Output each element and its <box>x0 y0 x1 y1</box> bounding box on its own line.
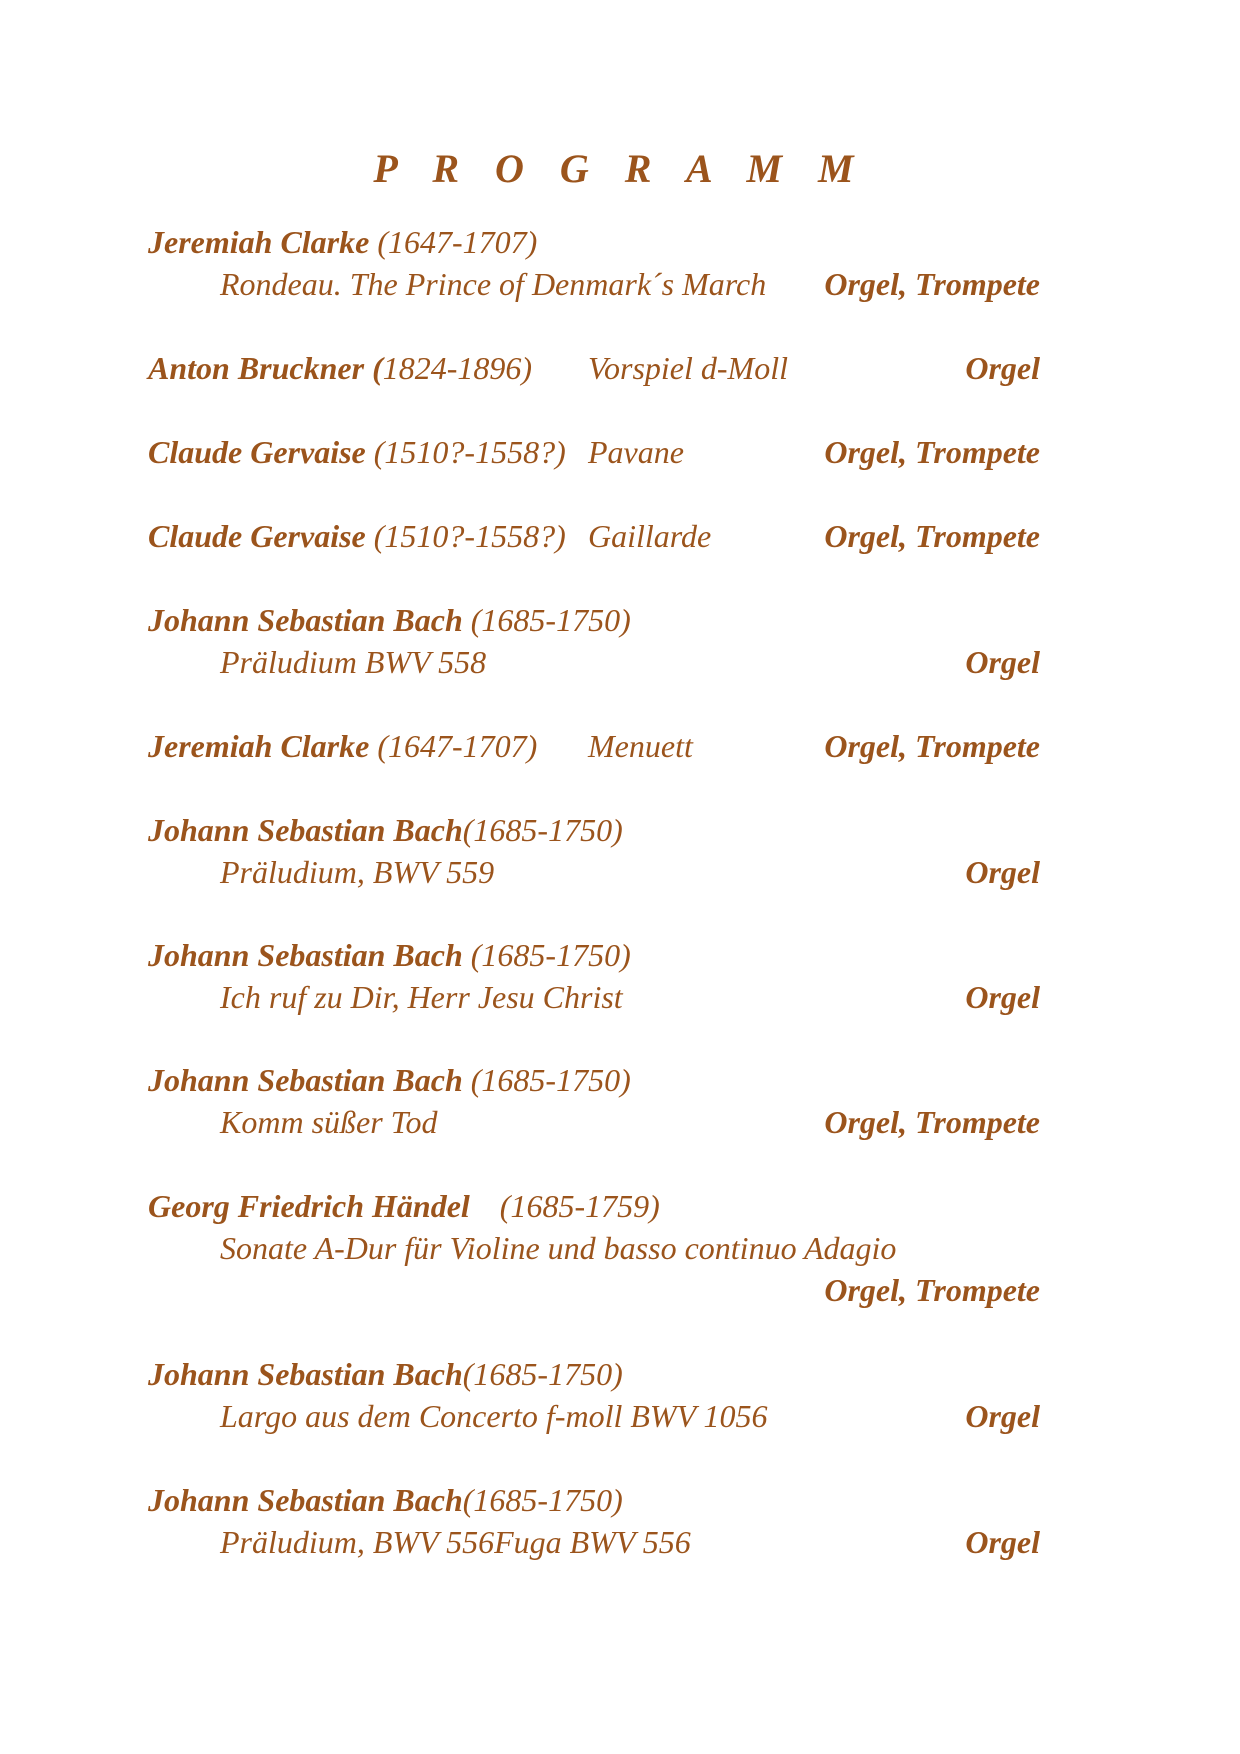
composer-dates: (1685-1759) <box>499 1188 660 1224</box>
instrumentation: Orgel, Trompete <box>824 728 1040 764</box>
entry-composer-line <box>148 1060 631 1100</box>
piece-title: Sonate A-Dur für Violine und basso continuo Adagio <box>220 1230 897 1266</box>
entry-composer-line <box>148 432 566 472</box>
instrumentation: Orgel <box>965 854 1040 890</box>
composer-dates: (1685-1750) <box>462 602 631 638</box>
piece-title: Präludium, BWV 556Fuga BWV 556 <box>220 1524 691 1560</box>
composer-dates: (1647-1707) <box>369 224 538 260</box>
instrumentation: Orgel, Trompete <box>824 434 1040 470</box>
composer-name: Johann Sebastian Bach <box>148 1482 463 1518</box>
piece-title: Largo aus dem Concerto f-moll BWV 1056 <box>220 1398 768 1434</box>
composer-name: Johann Sebastian Bach <box>148 602 463 638</box>
composer-name: Jeremiah Clarke <box>148 728 370 764</box>
instrumentation: Orgel <box>965 1398 1040 1434</box>
composer-name: Claude Gervaise <box>148 434 366 470</box>
piece-title: Präludium, BWV 559 <box>220 854 495 890</box>
piece-title: Vorspiel d-Moll <box>588 350 788 386</box>
entry-composer-line <box>148 222 537 262</box>
composer-dates: (1685-1750) <box>462 812 623 848</box>
composer-dates: (1685-1750) <box>462 1356 623 1392</box>
entry-composer-line <box>148 1480 623 1520</box>
composer-name: Georg Friedrich Händel <box>148 1188 470 1224</box>
composer-dates: (1510?-1558?) <box>365 518 566 554</box>
instrumentation: Orgel, Trompete <box>824 518 1040 554</box>
piece-title: Präludium BWV 558 <box>220 644 487 680</box>
entry-composer-line <box>148 935 631 975</box>
instrumentation: Orgel, Trompete <box>824 1272 1040 1308</box>
composer-dates: (1647-1707) <box>369 728 538 764</box>
composer-name: Johann Sebastian Bach <box>148 937 463 973</box>
piece-title: Menuett <box>588 728 693 764</box>
instrumentation: Orgel <box>965 350 1040 386</box>
composer-name: Anton Bruckner ( <box>148 350 383 386</box>
composer-name: Johann Sebastian Bach <box>148 812 463 848</box>
piece-title: Gaillarde <box>588 518 712 554</box>
composer-name: Johann Sebastian Bach <box>148 1062 463 1098</box>
entry-composer-line <box>148 810 623 850</box>
instrumentation: Orgel, Trompete <box>824 1104 1040 1140</box>
composer-name: Johann Sebastian Bach <box>148 1356 463 1392</box>
piece-title: Rondeau. The Prince of Denmark´s March <box>220 266 767 302</box>
entry-composer-line <box>148 1354 623 1394</box>
piece-title: Komm süßer Tod <box>220 1104 438 1140</box>
page-title: P R O G R A M M <box>373 146 867 191</box>
instrumentation: Orgel, Trompete <box>824 266 1040 302</box>
composer-dates: (1685-1750) <box>462 937 631 973</box>
piece-title: Ich ruf zu Dir, Herr Jesu Christ <box>220 979 623 1015</box>
composer-dates: 1824-1896) <box>382 350 533 386</box>
composer-dates: (1685-1750) <box>462 1062 631 1098</box>
piece-title: Pavane <box>588 434 684 470</box>
composer-name: Claude Gervaise <box>148 518 366 554</box>
composer-name: Jeremiah Clarke <box>148 224 370 260</box>
composer-dates: (1510?-1558?) <box>365 434 566 470</box>
entry-composer-line <box>148 726 537 766</box>
entry-composer-line <box>148 516 566 556</box>
entry-composer-line <box>148 600 631 640</box>
instrumentation: Orgel <box>965 1524 1040 1560</box>
composer-dates: (1685-1750) <box>462 1482 623 1518</box>
entry-composer-line <box>148 1186 660 1226</box>
entry-composer-line <box>148 348 532 388</box>
instrumentation: Orgel <box>965 979 1040 1015</box>
instrumentation: Orgel <box>965 644 1040 680</box>
